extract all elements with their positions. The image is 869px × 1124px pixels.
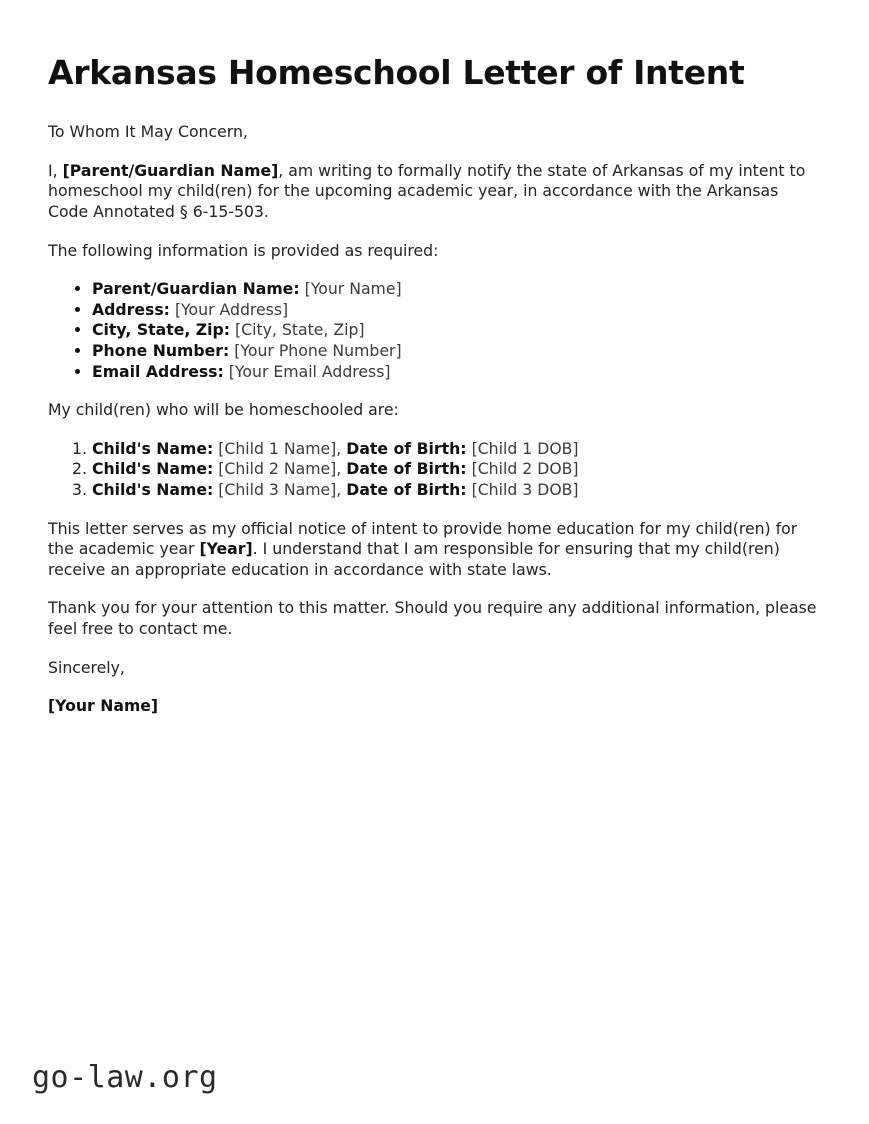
- child-name-value: [Child 2 Name],: [218, 459, 342, 479]
- info-label: Email Address:: [92, 361, 224, 381]
- info-value: [Your Phone Number]: [234, 341, 402, 361]
- list-item: [92, 341, 820, 362]
- list-item: [92, 320, 820, 341]
- info-value: [Your Name]: [304, 279, 402, 299]
- list-item: [92, 439, 820, 460]
- site-watermark: go-law.org: [32, 1060, 218, 1095]
- info-value: [City, State, Zip]: [235, 320, 365, 340]
- child-dob-value: [Child 2 DOB]: [471, 459, 579, 479]
- intro-rest: , am writing to formally notify the state of Arkansas of my intent to homeschool my child(ren) for the upcoming academic year, in accordance with the Arkansas Code Annotated § 6-15-503.: [48, 160, 806, 222]
- notice-paragraph: [48, 519, 820, 581]
- child-dob-value: [Child 3 DOB]: [471, 479, 579, 499]
- child-name-label: Child's Name:: [92, 438, 214, 458]
- info-value: [Your Address]: [174, 299, 289, 319]
- document-body: [48, 54, 820, 717]
- child-name-label: Child's Name:: [92, 459, 214, 479]
- parent-guardian-name-placeholder: [Parent/Guardian Name]: [62, 160, 279, 180]
- child-dob-label: Date of Birth:: [346, 459, 467, 479]
- info-intro-paragraph: The following information is provided as required:: [48, 240, 439, 260]
- info-label: Parent/Guardian Name:: [92, 279, 300, 299]
- child-name-value: [Child 1 Name],: [218, 438, 342, 458]
- list-item: [92, 480, 820, 501]
- child-dob-value: [Child 1 DOB]: [471, 438, 579, 458]
- child-name-value: [Child 3 Name],: [218, 479, 342, 499]
- list-item: [92, 300, 820, 321]
- thanks-paragraph: Thank you for your attention to this matter. Should you require any additional information, please feel free to contact me.: [48, 598, 817, 638]
- info-label: Address:: [92, 299, 170, 319]
- signature-placeholder: [Your Name]: [48, 696, 159, 716]
- closing-line: Sincerely,: [48, 657, 125, 677]
- child-name-label: Child's Name:: [92, 479, 214, 499]
- child-dob-label: Date of Birth:: [346, 438, 467, 458]
- salutation: To Whom It May Concern,: [48, 122, 248, 142]
- info-label: City, State, Zip:: [92, 320, 231, 340]
- contact-info-list: [48, 279, 820, 382]
- notice-before: This letter serves as my official notice of intent to provide home education for my child(ren) for the academic year: [48, 518, 798, 559]
- info-value: [Your Email Address]: [228, 361, 391, 381]
- children-intro-paragraph: My child(ren) who will be homeschooled are:: [48, 400, 399, 420]
- intro-paragraph: [48, 161, 820, 223]
- children-list: [48, 439, 820, 501]
- intro-lead: I,: [48, 160, 63, 180]
- info-label: Phone Number:: [92, 341, 230, 361]
- notice-after: . I understand that I am responsible for ensuring that my child(ren) receive an appropriate education in accordance with state laws.: [48, 539, 780, 579]
- child-dob-label: Date of Birth:: [346, 479, 467, 499]
- list-item: [92, 279, 820, 300]
- list-item: [92, 362, 820, 383]
- page-title: Arkansas Homeschool Letter of Intent: [48, 53, 745, 92]
- academic-year-placeholder: [Year]: [199, 539, 253, 559]
- list-item: [92, 459, 820, 480]
